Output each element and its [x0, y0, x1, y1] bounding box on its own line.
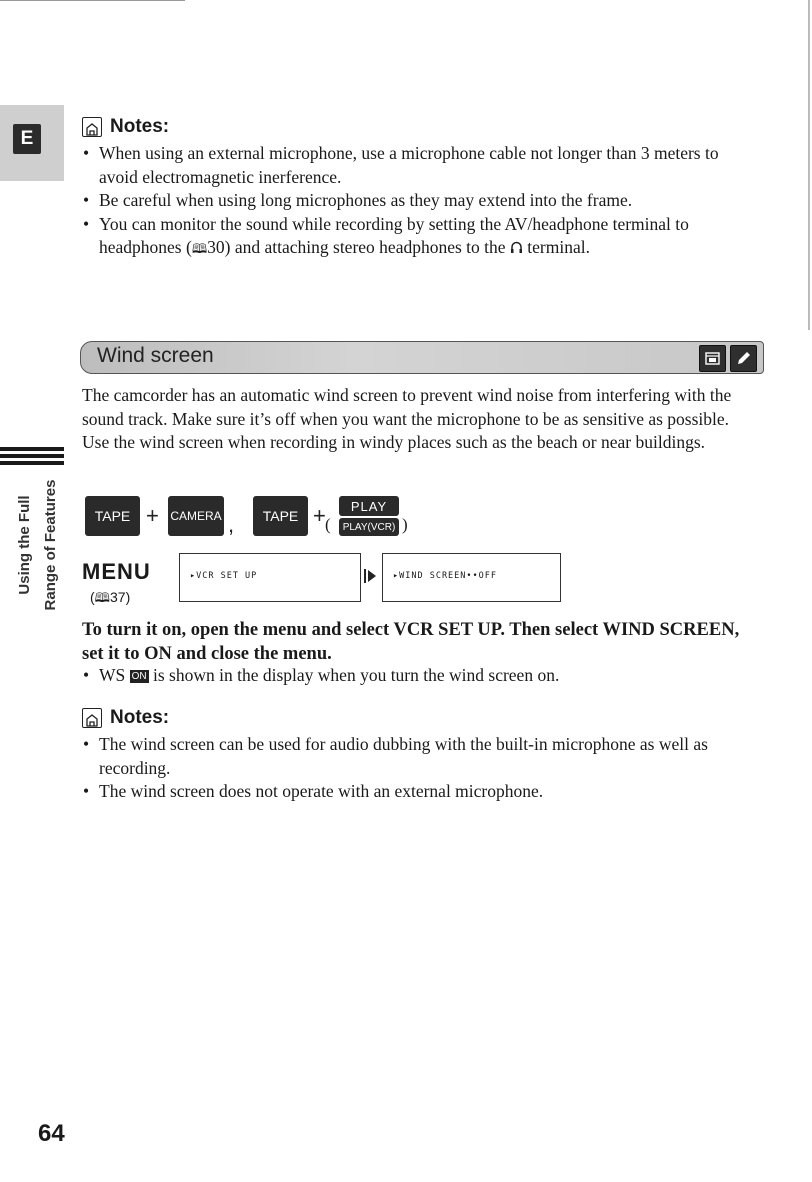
top-rule — [0, 0, 185, 1]
notes-block-2 — [82, 707, 752, 804]
notes-block-1 — [82, 116, 752, 262]
note-text: terminal. — [522, 237, 590, 257]
playvcr-mode-label: PLAY(VCR) — [339, 518, 399, 536]
comma: , — [228, 512, 235, 537]
notes-list-2 — [82, 733, 752, 804]
section-header-bar — [80, 341, 764, 374]
note-text: ) and attaching stereo headphones to the — [224, 237, 510, 257]
side-label-line1: Using the Full — [16, 495, 33, 595]
menu-page-ref — [90, 589, 130, 611]
notes-list-1 — [82, 142, 752, 262]
film-icon — [699, 345, 726, 372]
ref-close: ) — [125, 589, 131, 605]
notes-heading-text: Notes: — [110, 116, 170, 137]
plus-sign-2: + — [313, 503, 326, 528]
open-paren: ( — [325, 515, 331, 534]
ws-suffix: is shown in the display when you turn the wind screen on. — [153, 665, 560, 685]
list-item: • Be careful when using long microphones as they may extend into the frame. — [82, 189, 752, 213]
list-item — [82, 213, 752, 262]
ws-prefix: WS — [99, 665, 126, 685]
right-rule — [808, 0, 810, 330]
close-paren: ) — [402, 515, 408, 534]
instruction-text: To turn it on, open the menu and select VCR SET UP. Then select WIND SCREEN, set it to ON and close the menu. — [82, 620, 740, 664]
side-chapter-lines — [0, 447, 64, 468]
note-text: You can monitor the sound while recording by setting the AV/headphone terminal to headphones ( — [99, 213, 689, 257]
notes-icon — [82, 117, 102, 137]
menu-step-2: ▸WIND SCREEN••OFF — [382, 553, 561, 602]
notes-icon — [82, 708, 102, 728]
intro-paragraph: The camcorder has an automatic wind screen to prevent wind noise from interfering with the sound track. Make sure it’s off when you want the microphone to be as sensitive as possible. Use the wind screen when recording in windy places such as the beach or near buildings. — [82, 385, 732, 452]
ref-page: 37 — [110, 589, 126, 605]
section-title: Wind screen — [97, 344, 214, 367]
menu-step-1: ▸VCR SET UP — [179, 553, 361, 602]
ws-note-list — [82, 664, 742, 688]
menu-label: MENU — [82, 559, 151, 584]
next-step-arrow-icon — [364, 568, 378, 589]
notes-heading-text: Notes: — [110, 707, 170, 728]
page-ref: 30 — [207, 237, 225, 257]
list-item: • When using an external microphone, use a microphone cable not longer than 3 meters to avoid electromagnetic inerference. — [82, 142, 752, 189]
list-item — [82, 664, 742, 688]
list-item: • The wind screen does not operate with an external microphone. — [82, 780, 752, 804]
pen-icon — [730, 345, 757, 372]
ref-open: ( — [90, 589, 95, 605]
notes-heading-1 — [82, 116, 752, 138]
list-item: • The wind screen can be used for audio dubbing with the built-in microphone as well as recording. — [82, 733, 752, 780]
plus-sign: + — [146, 503, 159, 528]
side-chapter-label — [16, 470, 72, 620]
page-number: 64 — [38, 1120, 65, 1147]
section-mode-icons — [699, 345, 757, 372]
language-tab — [0, 105, 64, 181]
tape-mode-button-2: TAPE — [253, 496, 308, 536]
notes-heading-2 — [82, 707, 752, 729]
book-icon: 🕮 — [191, 242, 208, 257]
book-icon: 🕮 — [94, 591, 110, 606]
ws-on-badge: ON — [131, 671, 147, 682]
tape-mode-button: TAPE — [85, 496, 140, 536]
language-badge: E — [13, 124, 41, 154]
camera-mode-button: CAMERA — [168, 496, 224, 536]
play-mode-label: PLAY — [339, 496, 399, 516]
side-label-line2: Range of Features — [42, 479, 59, 611]
headphone-icon — [510, 240, 523, 255]
